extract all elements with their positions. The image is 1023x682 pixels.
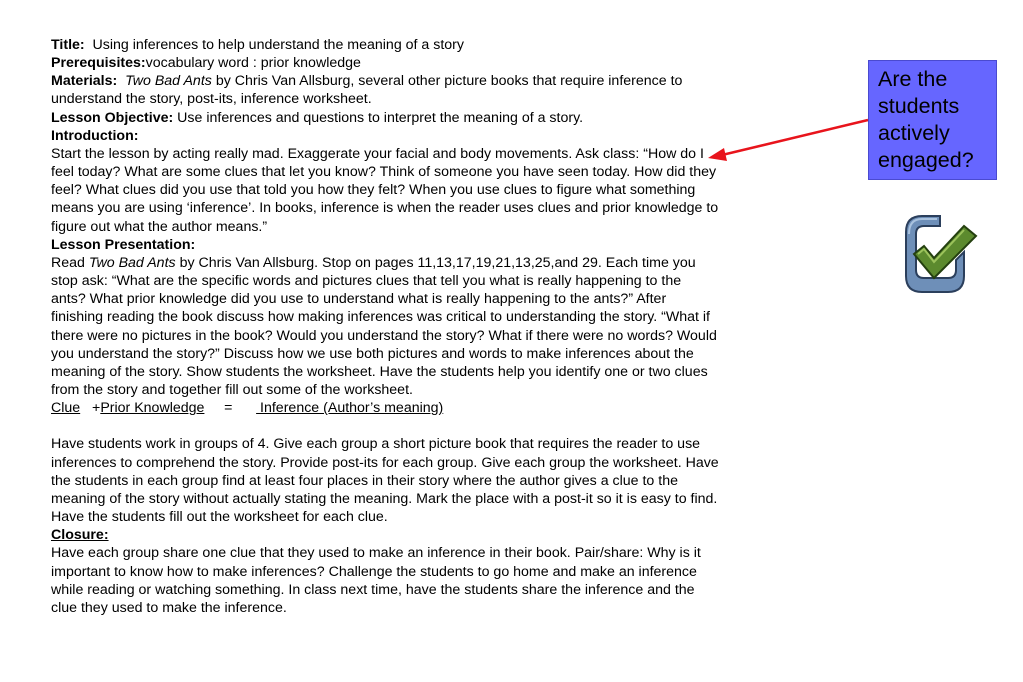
presentation-text: by Chris Van Allsburg. Stop on pages 11,13,17,19,21,13,25,and 29. Each time you stop ask: “What are the specific words and pictures clues that tell you what is really happening to the ants? What prior knowledge did you use to understand what is really happening to the ants?” After finishing reading the book discuss how making inferences was critical to understanding the story. “What if there were no pictures in the book? Would you understand the story? What if there were no words? Would you understand the story?” Discuss how we use both pictures and words to make inferences about the meaning of the story. Show students the worksheet. Have the students help you identify one or two clues from the story and together fill out some of the worksheet. [51,254,717,398]
formula-clue: Clue [51,400,81,417]
prerequisites-label: Prerequisites: [51,55,146,72]
formula-equals: = [224,400,233,417]
objective-text: Use inferences and questions to interpret the meaning of a story. [177,109,584,126]
introduction-text: Start the lesson by acting really mad. Exaggerate your facial and body movements. Ask class: “How do I feel today? What are some clues that let you know? Think of someone you have seen today. How did they feel? What clues did you use that told you how they felt? When you use clues to figure what something means you are using ‘inference’. In books, inference is when the reader uses clues and prior knowledge to figure out what the author means.” [51,145,719,235]
engagement-callout: Are the students actively engaged? [868,60,997,180]
title-label: Title: [51,37,85,53]
formula-plus: + [92,400,101,417]
prerequisites-text: vocabulary word : prior knowledge [145,55,361,72]
closure-text: Have each group share one clue that they used to make an inference in their book. Pair/share: Why is it important to know how to make inferences? Challenge the students to go home and make an inference while reading or watching something. In class next time, have the students share the inference and the clue they used to make the inference. [51,545,701,616]
title-text: Using inferences to help understand the meaning of a story [92,37,464,53]
closure-heading: Closure: [51,527,109,544]
presentation-book: Two Bad Ants [88,254,176,271]
presentation-read: Read [51,254,85,271]
materials-label: Materials: [51,73,118,90]
formula-inference: Inference (Author’s meaning) [256,400,444,417]
materials-text: by Chris Van Allsburg, several other picture books that require inference to understand the story, post-its, inference worksheet. [51,73,683,108]
formula-prior: Prior Knowledge [100,400,205,417]
introduction-heading: Introduction: [51,127,139,144]
group-work-text: Have students work in groups of 4. Give each group a short picture book that requires the reader to use inferences to comprehend the story. Provide post-its for each group. Give each group the worksheet. Have the students in each group find at least four places in their story where the author gives a clue to the meaning of the story without actually stating the meaning. Mark the place with a post-it so it is easy to find. Have the students fill out the worksheet for each clue. [51,436,719,526]
checkmark-icon [892,208,987,300]
materials-book: Two Bad Ants [125,73,212,90]
presentation-heading: Lesson Presentation: [51,236,196,253]
objective-label: Lesson Objective: [51,109,174,126]
